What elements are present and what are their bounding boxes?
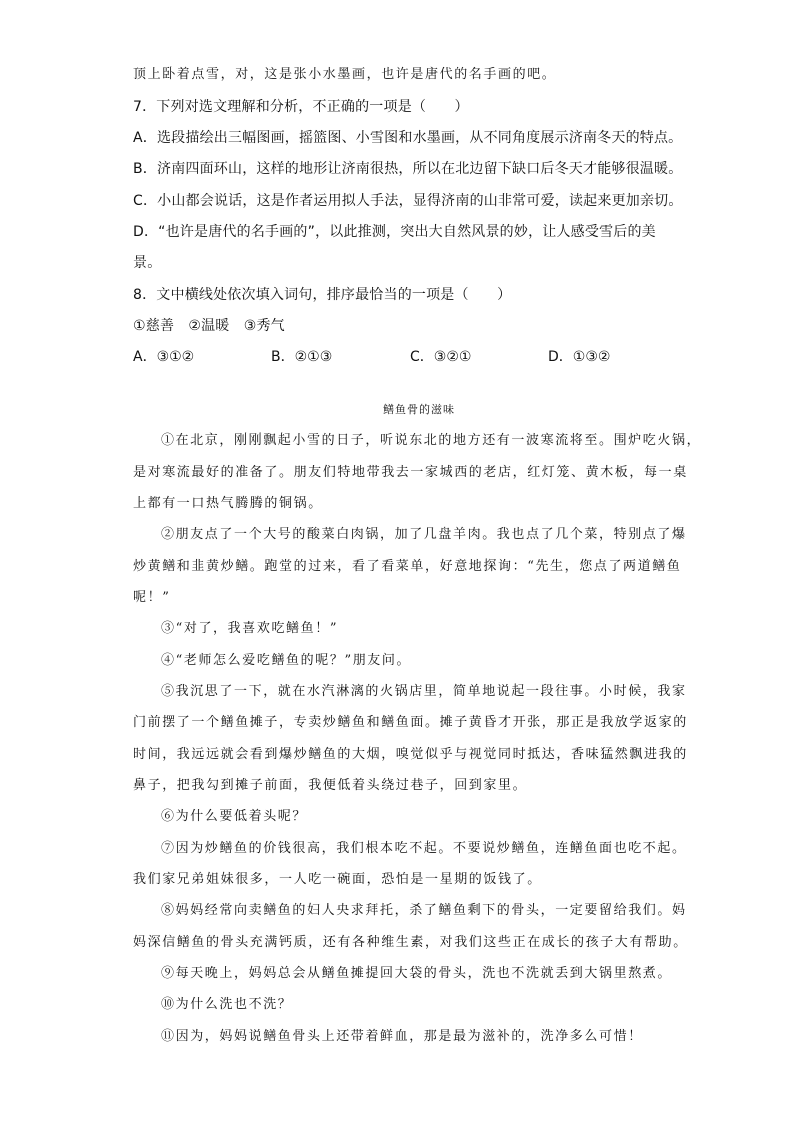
- article-line: ③“对了，我喜欢吃鳝鱼！”: [161, 621, 339, 636]
- article-line: ①在北京，刚刚飘起小雪的日子，听说东北的地方还有一波寒流将至。围炉吃火锅，: [161, 433, 702, 448]
- article-line: 是对寒流最好的准备了。朋友们特地带我去一家城西的老店，红灯笼、黄木板，每一桌: [133, 465, 688, 480]
- article-line: 时间，我远远就会看到爆炒鳝鱼的大烟，嗅觉似乎与视觉同时抵达，香味猛然飘进我的: [133, 747, 688, 762]
- question-7-option-b: B．济南四面环山，这样的地形让济南很热，所以在北边留下缺口后冬天才能够很温暖。: [133, 161, 683, 177]
- article-line: ④“老师怎么爱吃鳝鱼的呢？”朋友问。: [161, 653, 412, 668]
- article-line: ⑦因为炒鳝鱼的价钱很高，我们根本吃不起。不要说炒鳝鱼，连鳝鱼面也吃不起。: [161, 841, 687, 856]
- article-line: ⑤我沉思了一下，就在水汽淋漓的火锅店里，简单地说起一段往事。小时候，我家: [161, 684, 687, 699]
- question-8-choice-b: B．②①③: [271, 349, 333, 365]
- question-7-option-d: D．“也许是唐代的名手画的”，以此推测，突出大自然风景的妙，让人感受雪后的美: [133, 224, 656, 240]
- question-7-option-c: C．小山都会说话，这是作者运用拟人手法，显得济南的山非常可爱，读起来更加亲切。: [133, 193, 683, 209]
- article-line: ⑩为什么洗也不洗？: [161, 997, 293, 1012]
- article-line: 我们家兄弟姐妹很多，一人吃一碗面，恐怕是一星期的饭钱了。: [133, 872, 542, 887]
- article-line: 炒黄鳝和韭黄炒鳝。跑堂的过来，看了看菜单，好意地探询：“先生，您点了两道鳝鱼: [133, 559, 682, 574]
- article-line: 门前摆了一个鳝鱼摊子，专卖炒鳝鱼和鳝鱼面。摊子黄昏才开张，那正是我放学返家的: [133, 715, 688, 730]
- article-line: ⑪因为，妈妈说鳝鱼骨头上还带着鲜血，那是最为滋补的，洗净多么可惜！: [161, 1029, 643, 1044]
- question-8-stem: 8．文中横线处依次填入词句，排序最恰当的一项是（ ）: [133, 287, 512, 303]
- article-line: 呢！”: [133, 590, 171, 605]
- question-8-choice-c: C．③②①: [410, 349, 472, 365]
- question-7-stem: 7．下列对选文理解和分析，不正确的一项是（ ）: [133, 99, 469, 115]
- passage-continuation-line: 顶上卧着点雪，对，这是张小水墨画，也许是唐代的名手画的吧。: [133, 67, 557, 82]
- article-line: ⑧妈妈经常向卖鳝鱼的妇人央求拜托，杀了鳝鱼剩下的骨头，一定要留给我们。妈: [161, 903, 687, 918]
- question-8-choice-d: D．①③②: [548, 349, 611, 365]
- article-line: ②朋友点了一个大号的酸菜白肉锅，加了几盘羊肉。我也点了几个菜，特别点了爆: [161, 527, 687, 542]
- question-7-option-d-continued: 景。: [133, 255, 162, 271]
- article-line: 妈深信鳝鱼的骨头充满钙质，还有各种维生素，对我们这些正在成长的孩子大有帮助。: [133, 935, 688, 950]
- question-7-option-a: A．选段描绘出三幅图画，摇篮图、小雪图和水墨画，从不同角度展示济南冬天的特点。: [133, 130, 683, 146]
- question-8-choice-a: A．③①②: [133, 349, 195, 365]
- article-line: 上都有一口热气腾腾的铜锅。: [133, 496, 323, 511]
- article-line: ⑨每天晚上，妈妈总会从鳝鱼摊提回大袋的骨头，洗也不洗就丢到大锅里熬煮。: [161, 966, 673, 981]
- article-line: ⑥为什么要低着头呢？: [161, 809, 308, 824]
- article-title: 鳝鱼骨的滋味: [383, 403, 455, 416]
- question-8-word-list: ①慈善 ②温暖 ③秀气: [133, 318, 285, 334]
- article-line: 鼻子，把我勾到摊子前面，我便低着头绕过巷子，回到家里。: [133, 778, 528, 793]
